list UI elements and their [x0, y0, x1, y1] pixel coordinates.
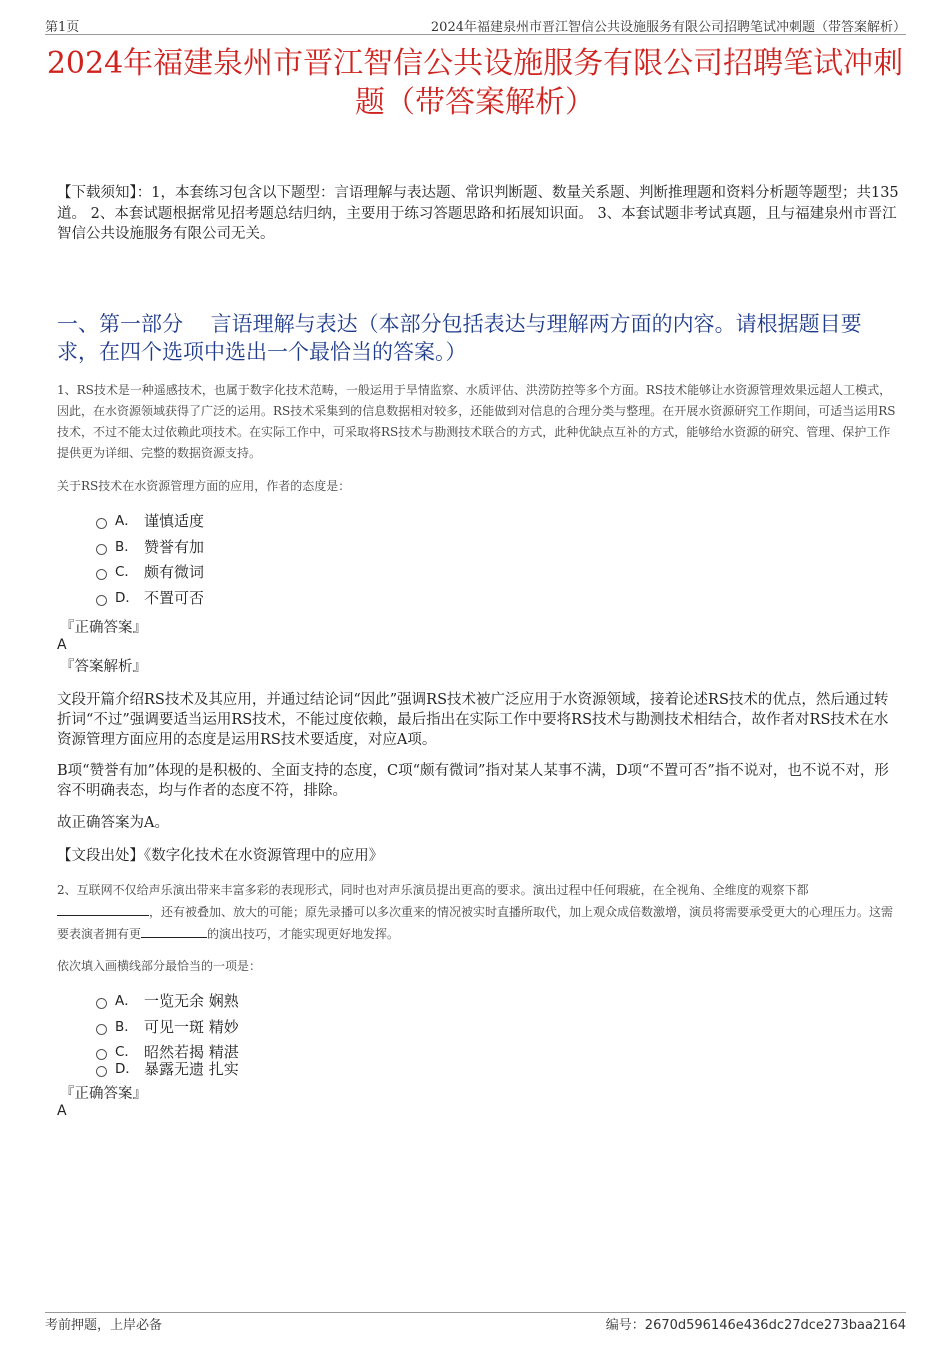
document-code-value: 2670d596146e436dc27dce273baa2164	[644, 1318, 906, 1333]
question-2-stem: 依次填入画横线部分最恰当的一项是：	[57, 959, 262, 973]
document-code	[606, 1314, 906, 1333]
question-1-source: 【文段出处】《数字化技术在水资源管理中的应用》	[57, 848, 384, 864]
option-letter: A．	[115, 513, 138, 529]
radio-icon[interactable]	[96, 1066, 107, 1077]
fill-blank-1	[57, 901, 149, 916]
option-letter: C．	[115, 564, 138, 581]
question-1-answer-label: 『正确答案』	[60, 620, 147, 636]
fill-blank-2	[141, 923, 207, 938]
question-2-answer-label: 『正确答案』	[60, 1086, 147, 1102]
option-text: 不置可否	[144, 589, 205, 608]
option-text: 颇有微词	[144, 563, 205, 582]
question-1-analysis-label: 『答案解析』	[60, 659, 147, 675]
option-letter: B．	[115, 538, 138, 555]
radio-icon[interactable]	[96, 1049, 107, 1060]
radio-icon[interactable]	[96, 1024, 107, 1035]
radio-icon[interactable]	[96, 595, 107, 606]
radio-icon[interactable]	[96, 518, 107, 529]
option-text: 赞誉有加	[144, 537, 205, 556]
question-1-conclusion: 故正确答案为A。	[57, 815, 169, 831]
radio-icon[interactable]	[96, 544, 107, 555]
option-text: 暴露无遗 扎实	[144, 1060, 239, 1079]
option-text: 可见一斑 精妙	[144, 1017, 239, 1036]
option-letter: A．	[115, 993, 138, 1009]
footer-slogan: 考前押题，上岸必备	[45, 1318, 163, 1333]
section-heading: 一、第一部分 言语理解与表达（本部分包括表达与理解两方面的内容。请根据题目要求，在四个选项中选出一个最恰当的答案。）	[57, 312, 862, 364]
option-text: 昭然若揭 精湛	[144, 1043, 239, 1062]
question-2-answer: A	[57, 1103, 67, 1119]
download-notice: 【下载须知】：1，本套练习包含以下题型：言语理解与表达题、常识判断题、数量关系题、判断推理题和资料分析题等题型；共135道。 2、本套试题根据常见招考题总结归纳，主要用于练习答题思路和拓展知识面。 3、本套试题非考试真题，且与福建泉州市晋江智信公共设施服务有限公司无关。	[57, 185, 899, 242]
question-1-analysis-para-2: B项“赞誉有加”体现的是积极的、全面支持的态度，C项“颇有微词”指对某人某事不满，D项“不置可否”指不说对，也不说不对，形容不明确表态，均与作者的态度不符，排除。	[57, 763, 889, 799]
question-1-analysis-para-1: 文段开篇介绍RS技术及其应用，并通过结论词“因此”强调RS技术被广泛应用于水资源领域，接着论述RS技术的优点，然后通过转折词“不过”强调要适当运用RS技术，不能过度依赖，最后指出在实际工作中要将RS技术与勘测技术相结合，故作者对RS技术在水资源管理方面应用的态度是运用RS技术要适度，对应A项。	[57, 692, 889, 748]
footer-divider	[45, 1312, 906, 1313]
option-letter: D．	[115, 590, 139, 607]
page-number: 第1页	[45, 20, 80, 35]
header-divider	[45, 34, 906, 35]
question-2-passage	[57, 880, 900, 945]
option-letter: D．	[115, 1061, 139, 1078]
question-1-answer: A	[57, 637, 67, 653]
radio-icon[interactable]	[96, 569, 107, 580]
option-text: 一览无余 娴熟	[144, 992, 239, 1010]
document-title: 2024年福建泉州市晋江智信公共设施服务有限公司招聘笔试冲刺题（带答案解析）	[46, 46, 904, 120]
option-letter: B．	[115, 1018, 138, 1035]
option-letter: C．	[115, 1044, 138, 1061]
passage-part-3: 的演出技巧，才能实现更好地发挥。	[207, 927, 400, 941]
passage-part-1: 2、互联网不仅给声乐演出带来丰富多彩的表现形式，同时也对声乐演员提出更高的要求。演出过程中任何瑕疵，在全视角、全维度的观察下都	[57, 883, 809, 897]
running-header-title: 2024年福建泉州市晋江智信公共设施服务有限公司招聘笔试冲刺题（带答案解析）	[430, 20, 906, 35]
passage-part-2: ，还有被叠加、放大的可能；原先录播可以多次重来的情况被实时直播所取代，加上观众成倍数激增，演员将需要承受更大的心理压力。这需要表演者拥有更	[57, 905, 894, 941]
question-1-passage: 1、RS技术是一种遥感技术，也属于数字化技术范畴，一般运用于旱情监察、水质评估、洪涝防控等多个方面。RS技术能够让水资源管理效果远超人工模式，因此，在水资源领域获得了广泛的运用。RS技术采集到的信息数据相对较多，还能做到对信息的合理分类与整理。在开展水资源研究工作期间，可适当运用RS技术，不过不能太过依赖此项技术。在实际工作中，可采取将RS技术与勘测技术联合的方式，此种优缺点互补的方式，能够给水资源的研究、管理、保护工作提供更为详细、完整的数据资源支持。	[57, 383, 896, 460]
radio-icon[interactable]	[96, 998, 107, 1009]
question-1-stem: 关于RS技术在水资源管理方面的应用，作者的态度是：	[57, 479, 351, 493]
document-code-label: 编号：	[605, 1318, 645, 1333]
option-text: 谨慎适度	[144, 512, 205, 530]
